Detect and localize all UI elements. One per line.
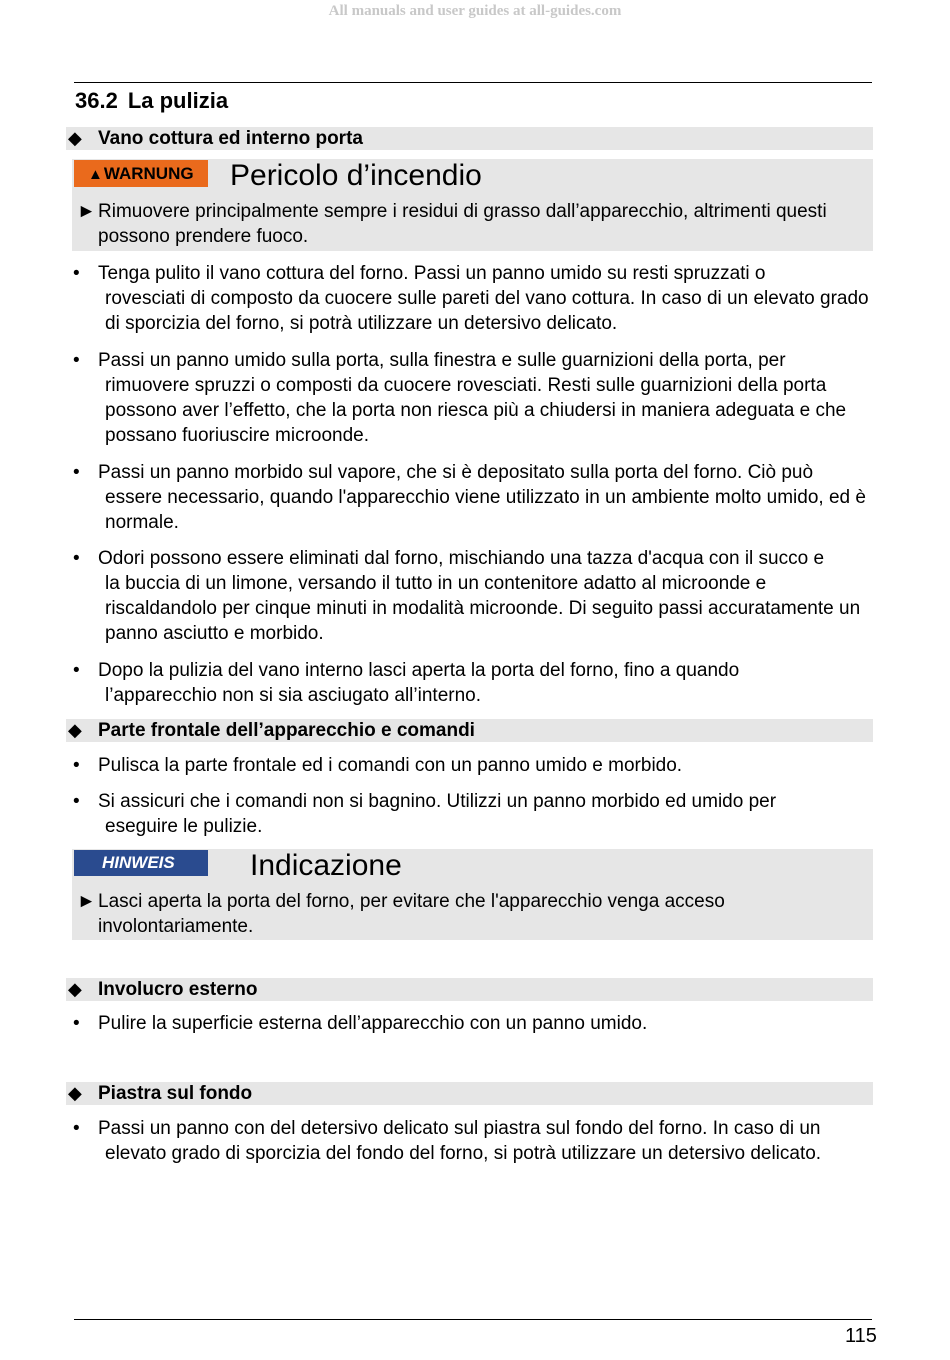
arrow-icon: ► xyxy=(77,891,96,912)
list-item xyxy=(73,348,873,448)
warning-badge-label: WARNUNG xyxy=(103,164,194,183)
list-item xyxy=(73,789,873,839)
hint-notice xyxy=(72,849,873,940)
list-item-text: Passi un panno morbido sul vapore, che si è depositato sulla porta del forno. Ciò può xyxy=(98,462,814,483)
diamond-icon: ◆ xyxy=(68,979,82,999)
list-item xyxy=(73,658,873,708)
warning-badge xyxy=(74,160,208,187)
bullet-icon: • xyxy=(73,350,80,371)
top-rule xyxy=(74,82,872,83)
hint-badge: HINWEIS xyxy=(74,850,208,876)
warning-notice xyxy=(72,159,873,251)
warning-text-block xyxy=(77,199,867,249)
diamond-icon: ◆ xyxy=(68,720,82,740)
warning-text: Rimuovere principalmente sempre i residui di grasso dall’apparecchio, altrimenti questi possono prendere fuoco. xyxy=(98,201,827,247)
section-number: 36.2 xyxy=(75,88,118,113)
diamond-icon: ◆ xyxy=(68,128,82,148)
subsection-heading-front xyxy=(66,719,873,742)
warning-title: Pericolo d’incendio xyxy=(230,159,482,192)
list-item-text-continued: rimuovere spruzzi o composti da cuocere rovesciati. Resti sulle guarnizioni della porta possono aver l’effetto, che la porta non riesca più a chiudersi in maniera adeguata e che possano fuoriuscire microonde. xyxy=(105,375,847,446)
bullet-icon: • xyxy=(73,1013,80,1034)
section-title: La pulizia xyxy=(127,88,229,113)
list-item xyxy=(73,1116,873,1166)
hint-text: Lasci aperta la porta del forno, per evitare che l'apparecchio venga acceso involontariamente. xyxy=(98,891,725,937)
subsection-title: Vano cottura ed interno porta xyxy=(98,128,363,149)
subsection-title: Parte frontale dell’apparecchio e comandi xyxy=(98,720,475,741)
bullet-icon: • xyxy=(73,755,80,776)
list-item-text: Odori possono essere eliminati dal forno, mischiando una tazza d'acqua con il succo e xyxy=(98,548,825,569)
list-item-text-continued: l’apparecchio non si sia asciugato all’interno. xyxy=(105,685,482,706)
list-item-text-continued: elevato grado di sporcizia del fondo del forno, si potrà utilizzare un detersivo delicato. xyxy=(105,1143,822,1164)
list-item xyxy=(73,753,873,778)
bullet-icon: • xyxy=(73,263,80,284)
diamond-icon: ◆ xyxy=(68,1083,82,1103)
list-item-text: Passi un panno umido sulla porta, sulla finestra e sulle guarnizioni della porta, per xyxy=(98,350,786,371)
subsection-title: Piastra sul fondo xyxy=(98,1083,253,1104)
hint-text-block xyxy=(77,889,867,939)
list-item-text-continued: la buccia di un limone, versando il tutto in un contenitore adatto al microonde e riscaldandolo per cinque minuti in modalità microonde. Di seguito passi accuratamente un panno asciutto e morbido. xyxy=(105,573,861,644)
list-item-text: Dopo la pulizia del vano interno lasci aperta la porta del forno, fino a quando xyxy=(98,660,740,681)
subsection-heading-bottom-plate xyxy=(66,1082,873,1105)
list-item-text: Pulire la superficie esterna dell’apparecchio con un panno umido. xyxy=(98,1013,648,1034)
subsection-heading-housing xyxy=(66,978,873,1001)
warning-triangle-icon: ▲ xyxy=(88,166,103,183)
list-item-text: Si assicuri che i comandi non si bagnino. Utilizzi un panno morbido ed umido per xyxy=(98,791,777,812)
arrow-icon: ► xyxy=(77,201,96,222)
page-number: 115 xyxy=(845,1325,877,1347)
list-item xyxy=(73,1011,873,1036)
list-item-text-continued: essere necessario, quando l'apparecchio viene utilizzato in un ambiente molto umido, ed è normale. xyxy=(105,487,866,533)
list-item xyxy=(73,460,873,535)
bottom-rule xyxy=(74,1319,872,1320)
list-item-text-continued: eseguire le pulizie. xyxy=(105,816,263,837)
list-item-text: Tenga pulito il vano cottura del forno. Passi un panno umido su resti spruzzati o xyxy=(98,263,766,284)
bullet-icon: • xyxy=(73,791,80,812)
list-item xyxy=(73,261,873,336)
list-item-text: Pulisca la parte frontale ed i comandi con un panno umido e morbido. xyxy=(98,755,683,776)
watermark: All manuals and user guides at all-guides.com xyxy=(328,3,622,19)
bullet-icon: • xyxy=(73,462,80,483)
bullet-icon: • xyxy=(73,660,80,681)
subsection-heading-interior xyxy=(66,127,873,150)
bullet-icon: • xyxy=(73,1118,80,1139)
subsection-title: Involucro esterno xyxy=(98,979,258,1000)
list-item xyxy=(73,546,873,646)
hint-title: Indicazione xyxy=(250,849,402,882)
bullet-icon: • xyxy=(73,548,80,569)
list-item-text: Passi un panno con del detersivo delicato sul piastra sul fondo del forno. In caso di un xyxy=(98,1118,821,1139)
list-item-text-continued: rovesciati di composto da cuocere sulle pareti del vano cottura. In caso di un elevato grado di sporcizia del forno, si potrà utilizzare un detersivo delicato. xyxy=(105,288,869,334)
section-heading xyxy=(75,88,228,114)
